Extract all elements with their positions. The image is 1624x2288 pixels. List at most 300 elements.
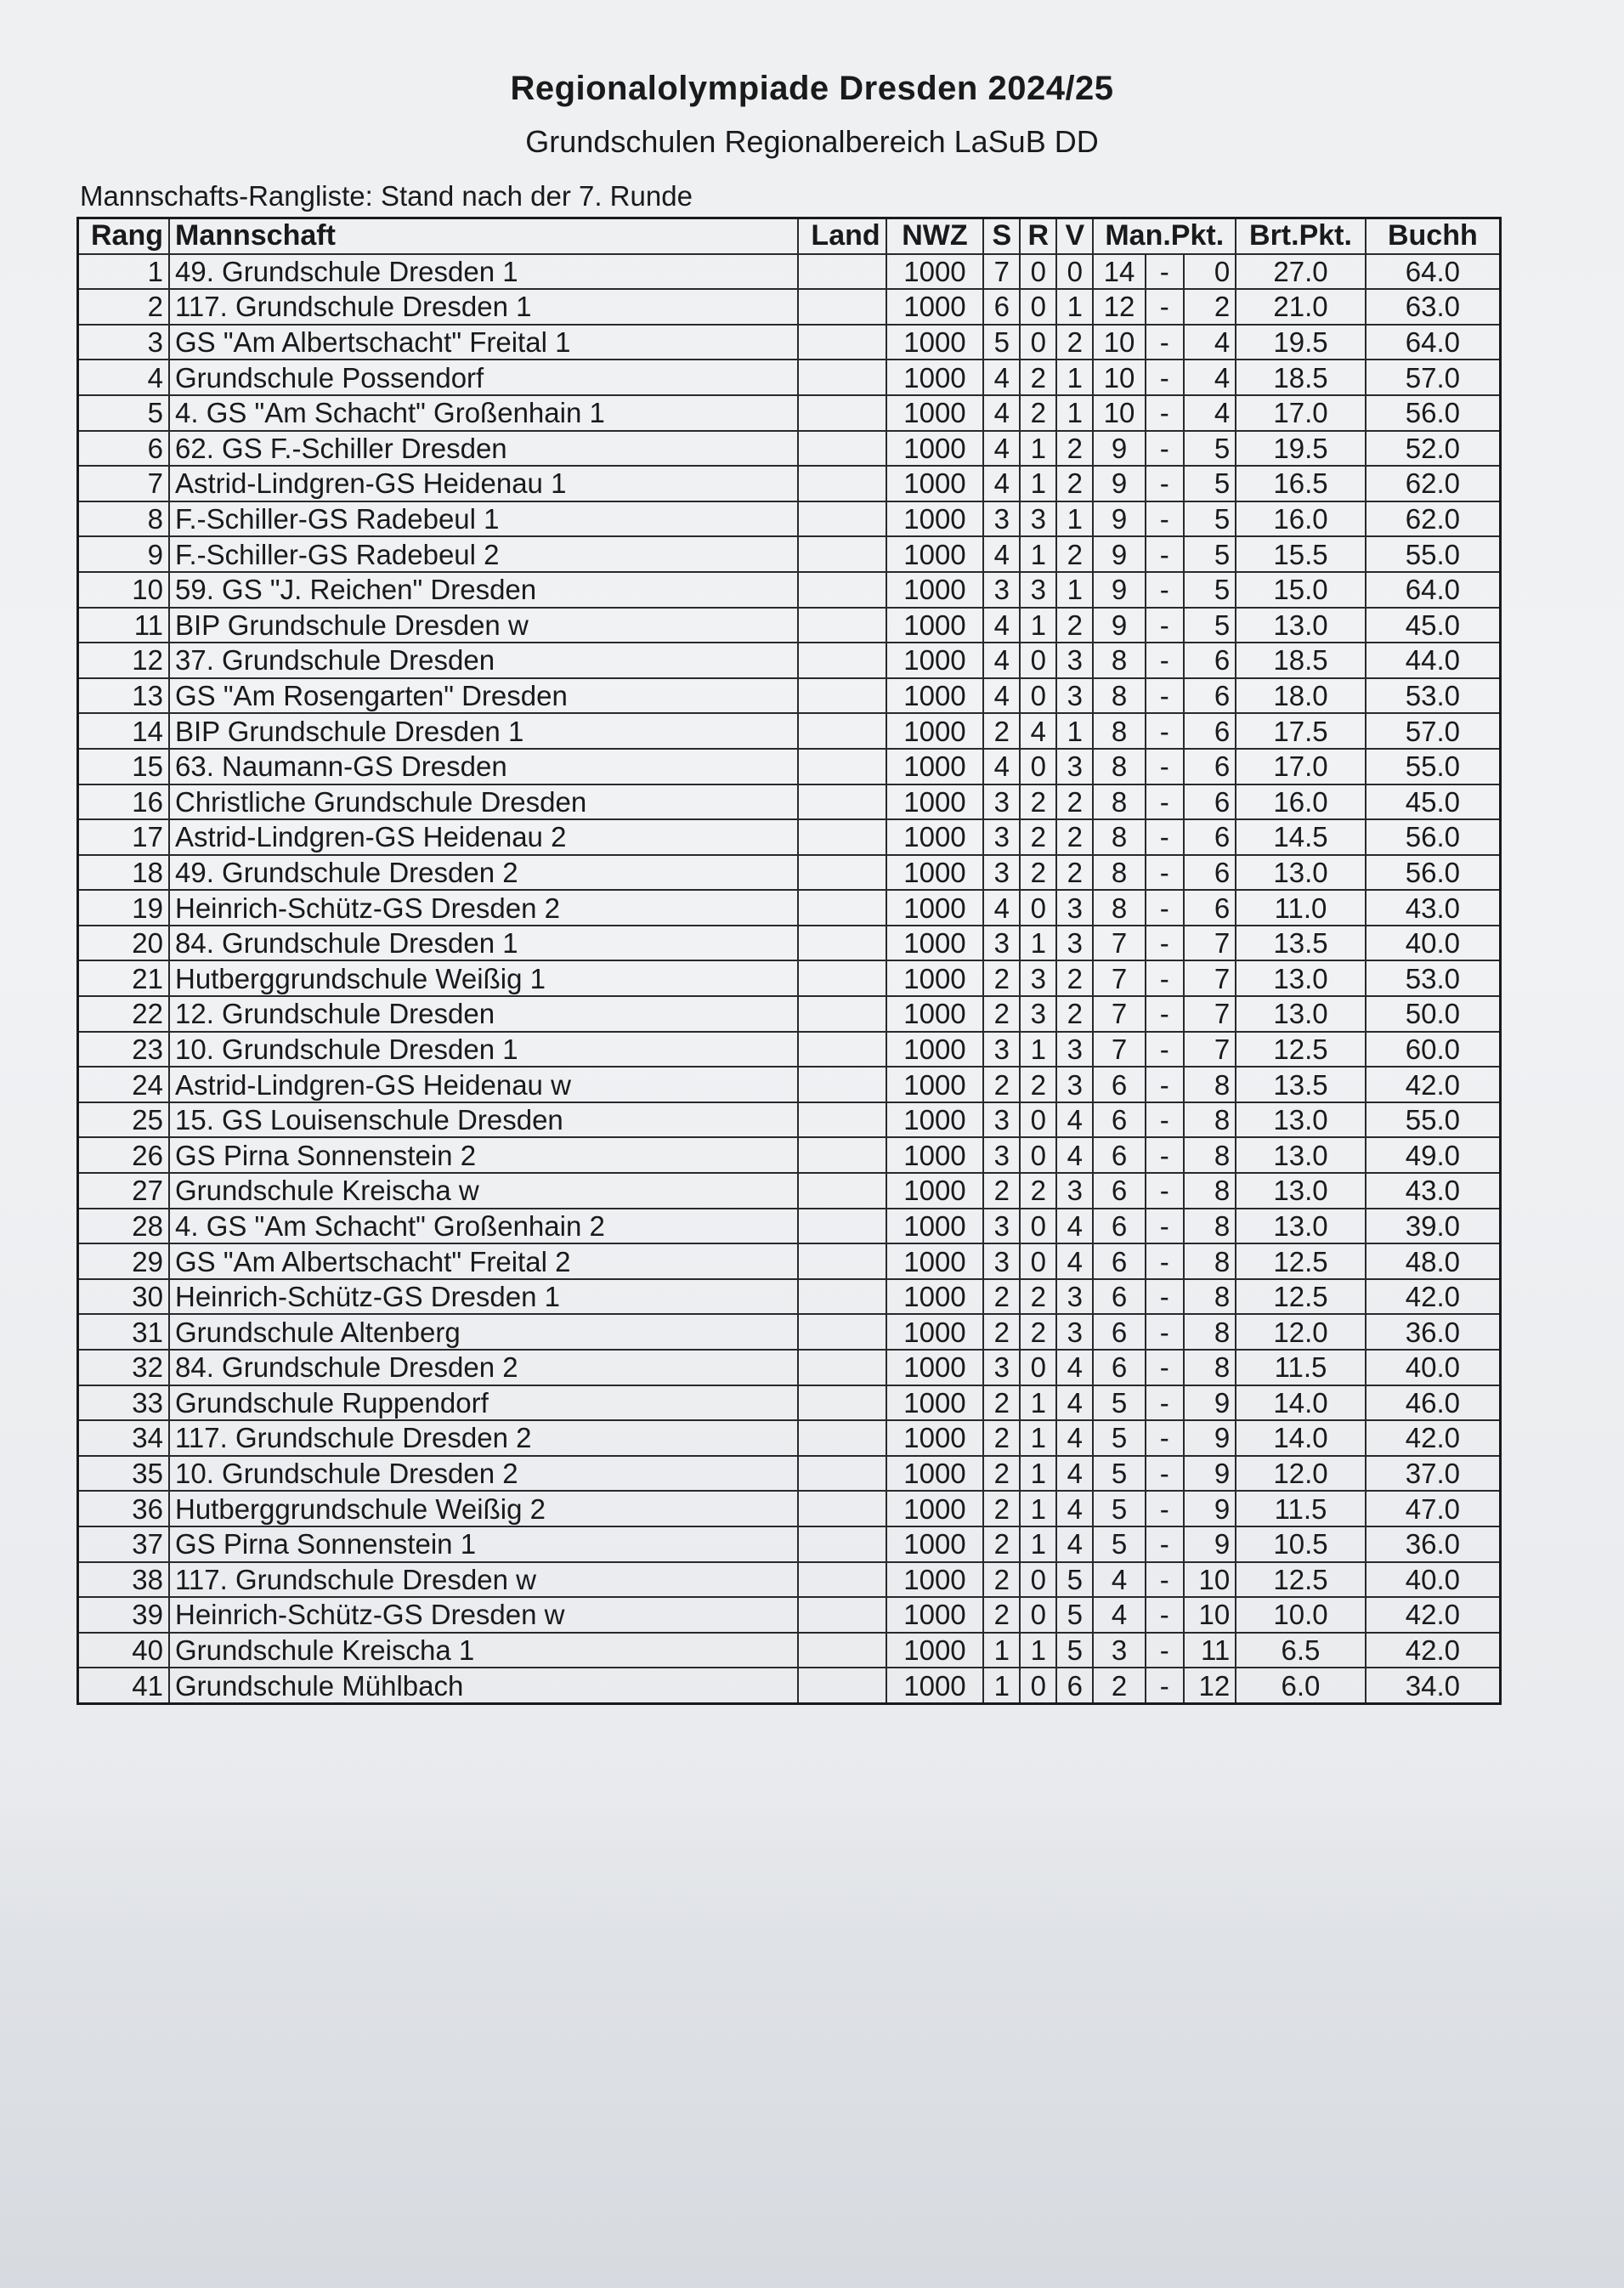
cell-rang: 28 <box>78 1209 170 1244</box>
cell-buchh: 42.0 <box>1366 1420 1501 1456</box>
table-row <box>78 749 1501 784</box>
header-man-pkt: Man.Pkt. <box>1093 218 1236 254</box>
cell-man-plus: 6 <box>1093 1209 1145 1244</box>
table-row <box>78 536 1501 572</box>
cell-man-plus: 4 <box>1093 1597 1145 1633</box>
cell-man-separator: - <box>1146 501 1184 537</box>
cell-mannschaft: 59. GS "J. Reichen" Dresden <box>169 572 798 608</box>
cell-man-plus: 9 <box>1093 466 1145 501</box>
table-row <box>78 1456 1501 1492</box>
cell-brt-pkt: 12.5 <box>1236 1279 1366 1315</box>
cell-buchh: 39.0 <box>1366 1209 1501 1244</box>
header-land: Land <box>798 218 886 254</box>
cell-man-minus: 8 <box>1184 1209 1236 1244</box>
cell-r: 4 <box>1020 713 1056 749</box>
cell-man-separator: - <box>1146 1526 1184 1562</box>
cell-mannschaft: 117. Grundschule Dresden w <box>169 1562 798 1598</box>
cell-man-plus: 6 <box>1093 1137 1145 1173</box>
cell-rang: 21 <box>78 960 170 996</box>
cell-s: 2 <box>983 1279 1020 1315</box>
cell-v: 3 <box>1056 1173 1093 1209</box>
cell-mannschaft: 37. Grundschule Dresden <box>169 643 798 678</box>
cell-r: 2 <box>1020 784 1056 820</box>
cell-rang: 29 <box>78 1243 170 1279</box>
cell-land <box>798 749 886 784</box>
table-row <box>78 1668 1501 1703</box>
cell-man-plus: 5 <box>1093 1526 1145 1562</box>
header-r: R <box>1020 218 1056 254</box>
cell-man-minus: 6 <box>1184 678 1236 714</box>
cell-rang: 20 <box>78 926 170 961</box>
cell-r: 2 <box>1020 855 1056 891</box>
cell-brt-pkt: 12.0 <box>1236 1456 1366 1492</box>
cell-land <box>798 784 886 820</box>
cell-mannschaft: Grundschule Possendorf <box>169 360 798 395</box>
cell-mannschaft: F.-Schiller-GS Radebeul 2 <box>169 536 798 572</box>
cell-nwz: 1000 <box>886 784 984 820</box>
cell-brt-pkt: 16.0 <box>1236 501 1366 537</box>
table-row <box>78 1562 1501 1598</box>
header-rang: Rang <box>78 218 170 254</box>
cell-s: 2 <box>983 1173 1020 1209</box>
cell-man-separator: - <box>1146 926 1184 961</box>
cell-land <box>798 1279 886 1315</box>
cell-nwz: 1000 <box>886 536 984 572</box>
cell-buchh: 55.0 <box>1366 1102 1501 1138</box>
cell-man-plus: 10 <box>1093 325 1145 360</box>
cell-land <box>798 855 886 891</box>
cell-land <box>798 325 886 360</box>
cell-buchh: 36.0 <box>1366 1526 1501 1562</box>
cell-r: 0 <box>1020 1243 1056 1279</box>
cell-buchh: 53.0 <box>1366 678 1501 714</box>
cell-mannschaft: Heinrich-Schütz-GS Dresden 1 <box>169 1279 798 1315</box>
cell-r: 3 <box>1020 501 1056 537</box>
cell-man-plus: 9 <box>1093 501 1145 537</box>
ranking-body <box>78 254 1501 1704</box>
cell-brt-pkt: 19.5 <box>1236 325 1366 360</box>
cell-nwz: 1000 <box>886 1279 984 1315</box>
table-row <box>78 1102 1501 1138</box>
cell-land <box>798 395 886 431</box>
cell-land <box>798 1633 886 1668</box>
cell-man-plus: 8 <box>1093 678 1145 714</box>
header-buchh: Buchh <box>1366 218 1501 254</box>
cell-s: 3 <box>983 1137 1020 1173</box>
cell-land <box>798 1562 886 1598</box>
cell-s: 3 <box>983 572 1020 608</box>
cell-nwz: 1000 <box>886 466 984 501</box>
cell-mannschaft: 15. GS Louisenschule Dresden <box>169 1102 798 1138</box>
cell-buchh: 48.0 <box>1366 1243 1501 1279</box>
cell-man-minus: 0 <box>1184 254 1236 290</box>
cell-man-separator: - <box>1146 536 1184 572</box>
cell-mannschaft: F.-Schiller-GS Radebeul 1 <box>169 501 798 537</box>
cell-brt-pkt: 18.5 <box>1236 360 1366 395</box>
cell-man-plus: 9 <box>1093 608 1145 643</box>
cell-v: 2 <box>1056 466 1093 501</box>
cell-rang: 23 <box>78 1032 170 1068</box>
cell-rang: 11 <box>78 608 170 643</box>
cell-nwz: 1000 <box>886 1668 984 1703</box>
cell-land <box>798 1526 886 1562</box>
cell-s: 4 <box>983 608 1020 643</box>
table-row <box>78 501 1501 537</box>
cell-mannschaft: 117. Grundschule Dresden 2 <box>169 1420 798 1456</box>
cell-mannschaft: GS Pirna Sonnenstein 2 <box>169 1137 798 1173</box>
table-row <box>78 1032 1501 1068</box>
cell-nwz: 1000 <box>886 996 984 1032</box>
cell-mannschaft: BIP Grundschule Dresden w <box>169 608 798 643</box>
cell-nwz: 1000 <box>886 1633 984 1668</box>
cell-nwz: 1000 <box>886 1562 984 1598</box>
cell-land <box>798 572 886 608</box>
cell-rang: 2 <box>78 289 170 325</box>
cell-nwz: 1000 <box>886 431 984 467</box>
cell-man-separator: - <box>1146 1314 1184 1350</box>
cell-man-plus: 7 <box>1093 960 1145 996</box>
cell-man-minus: 6 <box>1184 855 1236 891</box>
cell-mannschaft: 49. Grundschule Dresden 1 <box>169 254 798 290</box>
cell-v: 2 <box>1056 325 1093 360</box>
table-row <box>78 360 1501 395</box>
cell-v: 3 <box>1056 890 1093 926</box>
cell-nwz: 1000 <box>886 254 984 290</box>
cell-man-separator: - <box>1146 1456 1184 1492</box>
cell-s: 4 <box>983 643 1020 678</box>
cell-brt-pkt: 13.5 <box>1236 926 1366 961</box>
cell-nwz: 1000 <box>886 749 984 784</box>
cell-man-separator: - <box>1146 678 1184 714</box>
cell-man-plus: 8 <box>1093 749 1145 784</box>
cell-s: 4 <box>983 749 1020 784</box>
table-row <box>78 996 1501 1032</box>
cell-s: 4 <box>983 395 1020 431</box>
cell-nwz: 1000 <box>886 1032 984 1068</box>
cell-rang: 14 <box>78 713 170 749</box>
cell-man-minus: 6 <box>1184 890 1236 926</box>
cell-man-minus: 7 <box>1184 926 1236 961</box>
cell-mannschaft: 62. GS F.-Schiller Dresden <box>169 431 798 467</box>
cell-man-separator: - <box>1146 855 1184 891</box>
cell-man-separator: - <box>1146 360 1184 395</box>
cell-buchh: 42.0 <box>1366 1633 1501 1668</box>
header-v: V <box>1056 218 1093 254</box>
cell-v: 4 <box>1056 1491 1093 1526</box>
cell-man-minus: 6 <box>1184 819 1236 855</box>
cell-brt-pkt: 17.0 <box>1236 395 1366 431</box>
cell-s: 2 <box>983 1562 1020 1598</box>
header-s: S <box>983 218 1020 254</box>
cell-man-separator: - <box>1146 1279 1184 1315</box>
cell-buchh: 43.0 <box>1366 1173 1501 1209</box>
cell-r: 1 <box>1020 1526 1056 1562</box>
cell-land <box>798 254 886 290</box>
cell-man-plus: 6 <box>1093 1243 1145 1279</box>
cell-land <box>798 1350 886 1385</box>
cell-r: 0 <box>1020 1562 1056 1598</box>
cell-v: 2 <box>1056 855 1093 891</box>
cell-nwz: 1000 <box>886 819 984 855</box>
cell-brt-pkt: 19.5 <box>1236 431 1366 467</box>
cell-land <box>798 890 886 926</box>
cell-r: 2 <box>1020 395 1056 431</box>
cell-nwz: 1000 <box>886 1526 984 1562</box>
cell-v: 2 <box>1056 819 1093 855</box>
document-title: Regionalolympiade Dresden 2024/25 <box>510 70 1114 107</box>
cell-buchh: 45.0 <box>1366 608 1501 643</box>
cell-rang: 41 <box>78 1668 170 1703</box>
cell-r: 2 <box>1020 1067 1056 1102</box>
cell-brt-pkt: 12.5 <box>1236 1562 1366 1598</box>
table-row <box>78 890 1501 926</box>
cell-man-plus: 5 <box>1093 1491 1145 1526</box>
cell-man-separator: - <box>1146 1597 1184 1633</box>
cell-v: 3 <box>1056 643 1093 678</box>
cell-nwz: 1000 <box>886 1350 984 1385</box>
cell-v: 3 <box>1056 678 1093 714</box>
cell-s: 6 <box>983 289 1020 325</box>
cell-man-separator: - <box>1146 713 1184 749</box>
cell-nwz: 1000 <box>886 1067 984 1102</box>
table-row <box>78 1279 1501 1315</box>
cell-rang: 9 <box>78 536 170 572</box>
table-row <box>78 643 1501 678</box>
cell-man-minus: 5 <box>1184 536 1236 572</box>
cell-man-minus: 8 <box>1184 1173 1236 1209</box>
cell-buchh: 34.0 <box>1366 1668 1501 1703</box>
table-row <box>78 713 1501 749</box>
cell-buchh: 36.0 <box>1366 1314 1501 1350</box>
cell-v: 2 <box>1056 996 1093 1032</box>
cell-v: 4 <box>1056 1420 1093 1456</box>
cell-mannschaft: 84. Grundschule Dresden 2 <box>169 1350 798 1385</box>
cell-land <box>798 1456 886 1492</box>
cell-land <box>798 1173 886 1209</box>
cell-brt-pkt: 11.5 <box>1236 1491 1366 1526</box>
cell-r: 3 <box>1020 960 1056 996</box>
cell-mannschaft: 4. GS "Am Schacht" Großenhain 1 <box>169 395 798 431</box>
table-row <box>78 678 1501 714</box>
cell-man-minus: 7 <box>1184 996 1236 1032</box>
cell-mannschaft: Hutberggrundschule Weißig 1 <box>169 960 798 996</box>
cell-man-separator: - <box>1146 1491 1184 1526</box>
cell-land <box>798 643 886 678</box>
cell-s: 3 <box>983 1350 1020 1385</box>
cell-man-separator: - <box>1146 608 1184 643</box>
table-row <box>78 1067 1501 1102</box>
cell-man-plus: 10 <box>1093 360 1145 395</box>
cell-v: 3 <box>1056 926 1093 961</box>
cell-rang: 5 <box>78 395 170 431</box>
cell-land <box>798 431 886 467</box>
cell-s: 2 <box>983 1597 1020 1633</box>
cell-man-plus: 8 <box>1093 890 1145 926</box>
cell-r: 1 <box>1020 926 1056 961</box>
cell-s: 7 <box>983 254 1020 290</box>
cell-buchh: 62.0 <box>1366 466 1501 501</box>
cell-man-separator: - <box>1146 1562 1184 1598</box>
cell-r: 1 <box>1020 536 1056 572</box>
cell-mannschaft: 63. Naumann-GS Dresden <box>169 749 798 784</box>
cell-brt-pkt: 13.0 <box>1236 1209 1366 1244</box>
cell-nwz: 1000 <box>886 608 984 643</box>
cell-man-minus: 5 <box>1184 431 1236 467</box>
cell-r: 0 <box>1020 749 1056 784</box>
cell-man-plus: 10 <box>1093 395 1145 431</box>
cell-v: 1 <box>1056 713 1093 749</box>
cell-land <box>798 1314 886 1350</box>
cell-s: 2 <box>983 1491 1020 1526</box>
cell-s: 2 <box>983 960 1020 996</box>
cell-nwz: 1000 <box>886 1173 984 1209</box>
cell-man-plus: 5 <box>1093 1420 1145 1456</box>
cell-mannschaft: Heinrich-Schütz-GS Dresden w <box>169 1597 798 1633</box>
cell-nwz: 1000 <box>886 501 984 537</box>
cell-mannschaft: Grundschule Kreischa w <box>169 1173 798 1209</box>
cell-v: 4 <box>1056 1102 1093 1138</box>
cell-rang: 8 <box>78 501 170 537</box>
cell-mannschaft: GS "Am Albertschacht" Freital 1 <box>169 325 798 360</box>
cell-mannschaft: Astrid-Lindgren-GS Heidenau 1 <box>169 466 798 501</box>
table-row <box>78 325 1501 360</box>
cell-man-separator: - <box>1146 784 1184 820</box>
page-shadow <box>0 1793 1624 2288</box>
cell-r: 0 <box>1020 890 1056 926</box>
cell-land <box>798 678 886 714</box>
cell-r: 0 <box>1020 289 1056 325</box>
cell-brt-pkt: 13.0 <box>1236 1102 1366 1138</box>
cell-v: 2 <box>1056 608 1093 643</box>
ranking-table <box>76 217 1502 1705</box>
cell-man-minus: 8 <box>1184 1279 1236 1315</box>
cell-buchh: 44.0 <box>1366 643 1501 678</box>
cell-buchh: 57.0 <box>1366 713 1501 749</box>
cell-man-minus: 6 <box>1184 749 1236 784</box>
cell-man-plus: 6 <box>1093 1173 1145 1209</box>
cell-mannschaft: Heinrich-Schütz-GS Dresden 2 <box>169 890 798 926</box>
cell-brt-pkt: 18.5 <box>1236 643 1366 678</box>
cell-r: 1 <box>1020 1491 1056 1526</box>
cell-brt-pkt: 15.5 <box>1236 536 1366 572</box>
cell-man-separator: - <box>1146 1243 1184 1279</box>
cell-man-minus: 4 <box>1184 360 1236 395</box>
cell-man-minus: 12 <box>1184 1668 1236 1703</box>
table-row <box>78 608 1501 643</box>
cell-rang: 1 <box>78 254 170 290</box>
cell-brt-pkt: 13.0 <box>1236 996 1366 1032</box>
cell-s: 2 <box>983 996 1020 1032</box>
cell-man-minus: 9 <box>1184 1385 1236 1421</box>
cell-rang: 36 <box>78 1491 170 1526</box>
header-brt-pkt: Brt.Pkt. <box>1236 218 1366 254</box>
table-row <box>78 1137 1501 1173</box>
table-row <box>78 960 1501 996</box>
header-nwz: NWZ <box>886 218 984 254</box>
cell-r: 1 <box>1020 1420 1056 1456</box>
cell-brt-pkt: 14.5 <box>1236 819 1366 855</box>
cell-brt-pkt: 17.0 <box>1236 749 1366 784</box>
cell-r: 0 <box>1020 325 1056 360</box>
cell-mannschaft: 117. Grundschule Dresden 1 <box>169 289 798 325</box>
cell-s: 5 <box>983 325 1020 360</box>
cell-land <box>798 1102 886 1138</box>
cell-rang: 7 <box>78 466 170 501</box>
cell-rang: 3 <box>78 325 170 360</box>
cell-man-plus: 8 <box>1093 713 1145 749</box>
cell-v: 4 <box>1056 1385 1093 1421</box>
cell-s: 2 <box>983 713 1020 749</box>
cell-v: 4 <box>1056 1456 1093 1492</box>
cell-land <box>798 360 886 395</box>
cell-brt-pkt: 13.0 <box>1236 960 1366 996</box>
cell-mannschaft: Christliche Grundschule Dresden <box>169 784 798 820</box>
cell-buchh: 57.0 <box>1366 360 1501 395</box>
cell-buchh: 55.0 <box>1366 536 1501 572</box>
cell-brt-pkt: 14.0 <box>1236 1420 1366 1456</box>
cell-brt-pkt: 10.5 <box>1236 1526 1366 1562</box>
cell-mannschaft: 10. Grundschule Dresden 1 <box>169 1032 798 1068</box>
cell-v: 4 <box>1056 1350 1093 1385</box>
cell-man-minus: 8 <box>1184 1243 1236 1279</box>
cell-man-separator: - <box>1146 1102 1184 1138</box>
cell-man-separator: - <box>1146 819 1184 855</box>
cell-rang: 19 <box>78 890 170 926</box>
cell-buchh: 53.0 <box>1366 960 1501 996</box>
cell-buchh: 56.0 <box>1366 819 1501 855</box>
cell-nwz: 1000 <box>886 1102 984 1138</box>
table-row <box>78 1491 1501 1526</box>
cell-rang: 25 <box>78 1102 170 1138</box>
table-row <box>78 1385 1501 1421</box>
cell-brt-pkt: 13.0 <box>1236 1137 1366 1173</box>
cell-mannschaft: Astrid-Lindgren-GS Heidenau 2 <box>169 819 798 855</box>
cell-r: 1 <box>1020 1032 1056 1068</box>
cell-land <box>798 501 886 537</box>
cell-brt-pkt: 13.5 <box>1236 1067 1366 1102</box>
cell-s: 3 <box>983 784 1020 820</box>
cell-rang: 18 <box>78 855 170 891</box>
cell-rang: 37 <box>78 1526 170 1562</box>
cell-mannschaft: GS "Am Rosengarten" Dresden <box>169 678 798 714</box>
cell-nwz: 1000 <box>886 1456 984 1492</box>
table-row <box>78 1526 1501 1562</box>
cell-buchh: 64.0 <box>1366 572 1501 608</box>
cell-brt-pkt: 16.0 <box>1236 784 1366 820</box>
cell-nwz: 1000 <box>886 289 984 325</box>
cell-rang: 32 <box>78 1350 170 1385</box>
cell-land <box>798 1668 886 1703</box>
cell-land <box>798 1032 886 1068</box>
cell-r: 0 <box>1020 1350 1056 1385</box>
cell-s: 4 <box>983 890 1020 926</box>
cell-v: 4 <box>1056 1209 1093 1244</box>
table-caption: Mannschafts-Rangliste: Stand nach der 7. Runde <box>80 180 693 212</box>
cell-s: 3 <box>983 1032 1020 1068</box>
cell-s: 2 <box>983 1526 1020 1562</box>
cell-brt-pkt: 17.5 <box>1236 713 1366 749</box>
cell-r: 2 <box>1020 819 1056 855</box>
cell-buchh: 42.0 <box>1366 1597 1501 1633</box>
cell-man-minus: 2 <box>1184 289 1236 325</box>
cell-r: 1 <box>1020 1456 1056 1492</box>
table-row <box>78 466 1501 501</box>
cell-man-minus: 11 <box>1184 1633 1236 1668</box>
cell-man-plus: 14 <box>1093 254 1145 290</box>
cell-man-plus: 6 <box>1093 1279 1145 1315</box>
cell-man-minus: 8 <box>1184 1350 1236 1385</box>
cell-man-plus: 5 <box>1093 1456 1145 1492</box>
